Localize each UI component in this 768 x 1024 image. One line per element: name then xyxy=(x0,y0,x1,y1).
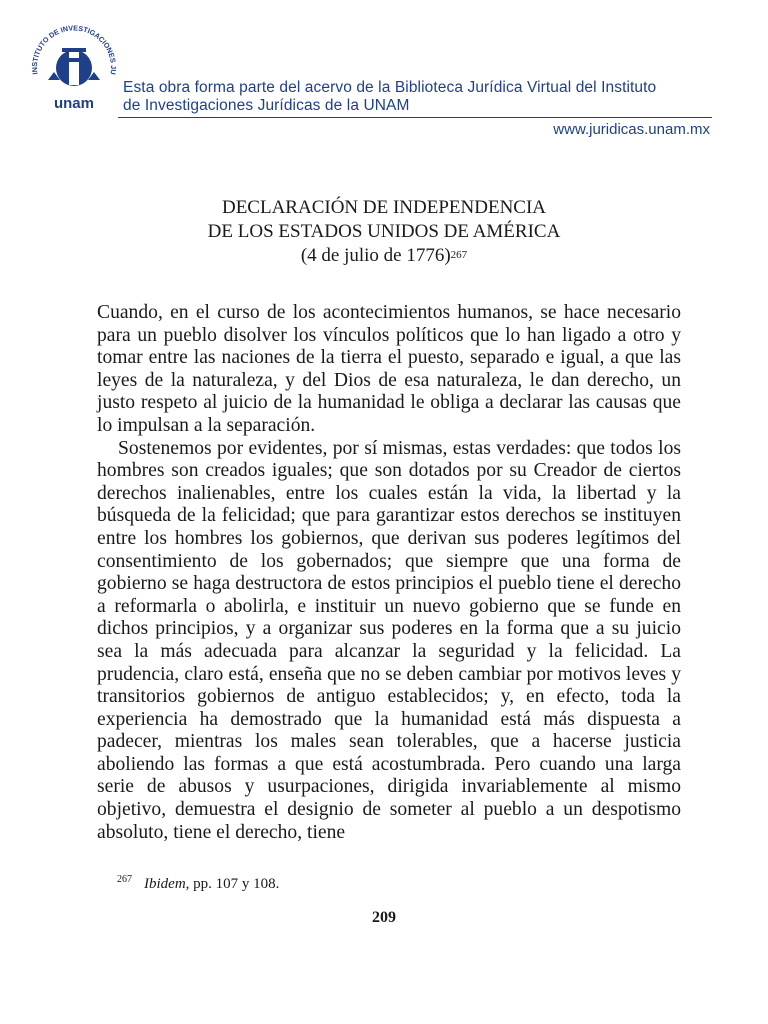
title-line-1: DECLARACIÓN DE INDEPENDENCIA xyxy=(221,197,547,218)
footnote-source: Ibidem xyxy=(144,876,186,892)
iij-unam-logo xyxy=(24,20,124,120)
logo-arc-text: INSTITUTO DE INVESTIGACIONES JU xyxy=(29,23,119,76)
logo-wordmark: unam xyxy=(53,95,95,112)
header-library-notice-line2: de Investigaciones Jurídicas de la UNAM xyxy=(123,97,410,114)
footnote-pages: , pp. 107 y 108. xyxy=(185,876,280,892)
title-line-3 xyxy=(0,244,768,268)
body-text xyxy=(97,302,681,844)
page-number: 209 xyxy=(372,909,396,926)
paragraph-1: Cuando, en el curso de los acontecimientos humanos, se hace necesario para un pueblo disolver los vínculos políticos que lo han ligado a otro y tomar entre las naciones de la tierra el puesto, separado e igual, a que las leyes de la naturaleza, y del Dios de esa naturaleza, le dan derecho, un justo respeto al juicio de la humanidad le obliga a declarar las causas que lo impulsan a la separación. xyxy=(97,302,681,436)
header-divider xyxy=(118,117,712,118)
header-website-link[interactable]: www.juridicas.unam.mx xyxy=(553,121,710,138)
footnote xyxy=(117,876,279,893)
header-library-notice-line1: Esta obra forma parte del acervo de la Biblioteca Jurídica Virtual del Instituto xyxy=(123,79,657,96)
title-date: (4 de julio de 1776) xyxy=(300,245,451,266)
title-line-2: DE LOS ESTADOS UNIDOS DE AMÉRICA xyxy=(207,221,561,242)
iij-unam-logo-icon xyxy=(24,20,124,120)
paragraph-2: Sostenemos por evidentes, por sí mismas, estas verdades: que todos los hombres son creados iguales; que son dotados por su Creador de ciertos derechos inalienables, entre los cuales están la vida, la libertad y la búsqueda de la felicidad; que para garantizar estos derechos se instituyen entre los hombres los gobiernos, que derivan sus poderes legítimos del consentimiento de los gobernados; que siempre que una forma de gobierno se haga destructora de estos principios el pueblo tiene el derecho a reformarla o abolirla, e instituir un nuevo gobierno que se funde en dichos principios, y a organizar sus poderes en la forma que a su juicio sea la más adecuada para alcanzar la seguridad y la felicidad. La prudencia, claro está, enseña que no se deben cambiar por motivos leves y transitorios gobiernos de antiguo establecidos; y, en efecto, toda la experiencia ha demostrado que la humanidad está más dispuesta a padecer, mientras los males sean tolerables, que a hacerse justicia aboliendo las formas a que está acostumbrada. Pero cuando una larga serie de abusos y usurpaciones, dirigida invariablemente al mismo objetivo, demuestra el designio de someter al pueblo a un despotismo absoluto, tiene el derecho, tiene xyxy=(97,437,681,843)
title-footnote-ref[interactable]: 267 xyxy=(450,249,468,261)
footnote-number: 267 xyxy=(117,874,132,885)
document-title xyxy=(0,196,768,268)
